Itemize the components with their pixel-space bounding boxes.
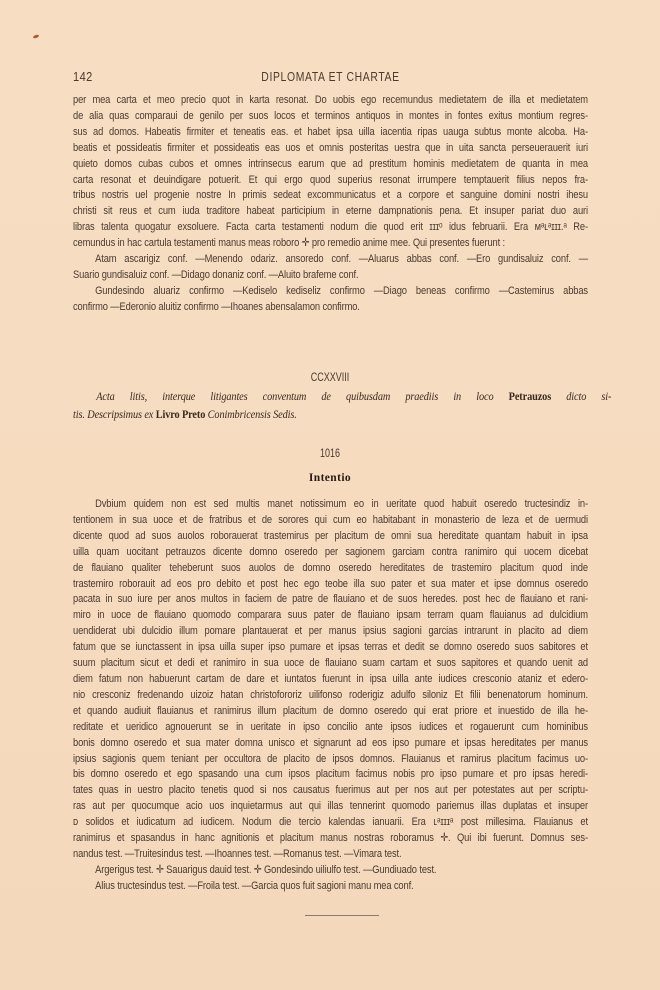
continuation-paragraph [73, 93, 588, 316]
rubric-source: Livro Preto [155, 407, 206, 421]
text-line: bonis domno oseredo et sua mater domna unisco et signarunt ad eos ipso pumare et ipsas hereditates per manus [73, 736, 588, 749]
document-rubric [73, 387, 612, 423]
text-line: christi sit reus et cum iuda traditore habeat participium in eterne dampnationis pena. Et insuper pariat duo auri [73, 205, 588, 218]
text-line: bis domno oseredo et ego spasando una cum ipsos placitum facimus nobis pro ipso pumare et pro ipsas heredi- [73, 768, 588, 781]
text-line: Dvbium quidem non est sed multis manet notissimum eo in ueritate quod habuit oseredo tructesindiz in- [95, 498, 588, 510]
section-end-rule [305, 915, 379, 916]
confirm-line: confirmo —Ederonio aluitiz confirmo —Ihoanes abensalamon confirmo. [73, 300, 360, 313]
text-line: tates quas in uestro placito tenetis quod si nos causatus fuerimus aut per nos aut per potestates aut per scriptu- [73, 784, 588, 797]
page-header [73, 69, 588, 87]
text-line: pacata in suo iure per anos multos in faciem de patre de flauiano et de suos heredes. post hec de flauiano et rani- [73, 593, 588, 606]
witness-line: Atam ascarigiz conf. —Menendo odariz. ansoredo conf. —Aluarus abbas conf. —Ero gundisaluiz conf. — [95, 253, 588, 266]
text-line: sus ad domos. Habeatis firmiter et teneatis eas. et habet ipsa uilla iacentia ripas uauga subtus monte alcoba. Ha- [73, 125, 588, 138]
rubric-line [73, 405, 588, 423]
text-line: cemundus in hac cartula testamenti manus meas roboro ✛ pro remedio anime mee. Qui presentes fuerunt : [73, 237, 506, 250]
text-line: nandus test. —Truitesindus test. —Ihoannes test. —Romanus test. —Vimara test. [73, 847, 402, 860]
text-line: miro in uoce de flauiano quomodo comparara suus pater de flauiano ipsam terram quam flauianus ad dulcidium [73, 609, 588, 622]
text-line: libras talenta quogatur exsoluere. Facta carta testamenti nodum die quod erit ɪɪɪᵒ idus februarii. Era ᴍᵃʟᵃɪɪɪ.ᵃ Re- [73, 221, 588, 234]
text-line: et quando audiuit flauianus et ranimirus illum placitum de domno oseredo qui erat priore et inuestido de illa he- [73, 704, 588, 717]
text-line: fatum que se iunctassent in ipsa uilla super ipso pumare et ipsas terras et dedit se domno oseredo suos sabitores et [73, 641, 588, 654]
witness-line: Argerigus test. ✛ Sauarigus dauid test. ✛ Gondesindo uiliulfo test. —Gundiuado test. [95, 863, 437, 876]
text-line: tribus nostris uel progenie nostre In primis sedeat excommunicatus et a corpore et sanguine domini nostri ihesu [73, 189, 588, 202]
rubric-text: Descripsimus ex [87, 407, 156, 421]
witness-line: Alius tructesindus test. —Froila test. —Garcia quos fuit sagioni manu mea conf. [95, 879, 414, 892]
document-year: 1016 [319, 446, 341, 460]
body-paragraph [73, 497, 588, 895]
section-title: Intentio [308, 472, 352, 484]
text-line: suum placitum sicut et dedi et ranimiro in sua uoce de flauiano suam cartam et suos sapitores et quando uenit ad [73, 657, 588, 670]
text-line: de flauiano qualiter teheberunt suos auolos de domno oseredo hereditates de trastemiro placitum quod inde [73, 561, 588, 574]
text-line: beatis et possideatis firmiter et possideatis eas uos et omnis posteritas uestra que in uita sancta perseuerauerit iuri [73, 141, 588, 154]
running-title: DIPLOMATA ET CHARTAE [261, 69, 400, 84]
text-line: uendiderat ubi dulcidio illum pomare plantauerat et per manus ipsius sagioni garcias intrarunt in placito ad diem [73, 625, 588, 638]
text-line: ranimirus et spasandus in hanc agnitionis et placitum manus nostras roboramus ✛. Qui ibi fuerunt. Domnus ses- [73, 832, 588, 845]
rubric-place: Petrauzos [508, 389, 552, 403]
text-line: ras aut per quocumque acio uos inquietarmus aut qui illas tennerint quomodo pariemus illas duplatas et insuper [73, 800, 588, 813]
text-line: tentionem in sua uoce et de fratribus et de sorores qui cum eo habitabant in monasterio de leza et de uermudi [73, 513, 588, 526]
text-line: dicente quod ad suos auolos roborauerat trastemirus per placitum de omni sua hereditate quantam habuit in ipsa [73, 529, 588, 542]
text-line: ᴅ solidos et iudicatum ad iudicem. Nodum die tercio kalendas ianuarii. Era ʟᵃɪɪɪᵃ post millesima. Flauianus et [73, 816, 588, 829]
page-number: 142 [73, 69, 93, 84]
text-line: nio cresconiz fredenando uizoiz hatan christofororiz uilifonso roderigiz adulfo siloniz Et filii benenatorum hominum. [73, 688, 588, 701]
text-line: quieto domos cubas cubos et omnes intrinsecus earum que ad prestitum hominis medietatem de quanta in mea [73, 157, 588, 170]
confirm-line: Gundesindo aluariz confirmo —Kediselo kediseliz confirmo —Diago beneas confirmo —Castemirus abbas [95, 284, 588, 297]
rubric-line [73, 387, 611, 405]
paper-stain [33, 34, 40, 39]
text-line: reditate et ueridico agnouerunt se in ueritate in ipso concilio ante ipsos iudices et rogauerunt cum hominibus [73, 720, 588, 733]
text-line: trastemiro roborauit ad eos pro debito et post hec ego teobe illa suo pater et sua mater et ipse domnus oseredo [73, 577, 588, 590]
text-line: diem fatum non habuerunt cartam de dare et iuntatos fuerunt in ipsa uilla ante iudices cresconio ataniz et edero- [73, 672, 588, 685]
rubric-text: Acta litis, interque litigantes conventum de quibusdam praediis in loco [96, 389, 509, 403]
text-line: ipsius sagionis quem teniant per occultora de placito de ipsos domnos. Flauianus et ramirus placitum facimus uo- [73, 752, 588, 765]
rubric-text: dicto si- [551, 389, 612, 403]
document-number: CCXXVIII [310, 370, 350, 384]
text-line: per mea carta et meo precio quot in karta resonat. Do uobis ego recemundus medietatem de illa et medietatem [73, 94, 588, 106]
rubric-text: Conimbricensis Sedis. [205, 407, 297, 421]
text-line: carta resonat et deuindigare potuerit. Et qui ergo quod superius resonat irrumpere temptauerit filius nepos fra- [73, 173, 588, 186]
rubric-text: tis. [73, 407, 88, 421]
text-line: uilla quam uocitant petrauzos dicente domno oseredo per sagionem garciam contra ranimiro qui uocem dicebat [73, 545, 588, 558]
text-line: de alia quas comparaui de genilo per suos locos et terminos antiquos in montes in fontes exitus montium regres- [73, 109, 588, 122]
witness-line: Suario gundisaluiz conf. —Didago donaniz conf. —Aluito brafeme conf. [73, 268, 359, 281]
